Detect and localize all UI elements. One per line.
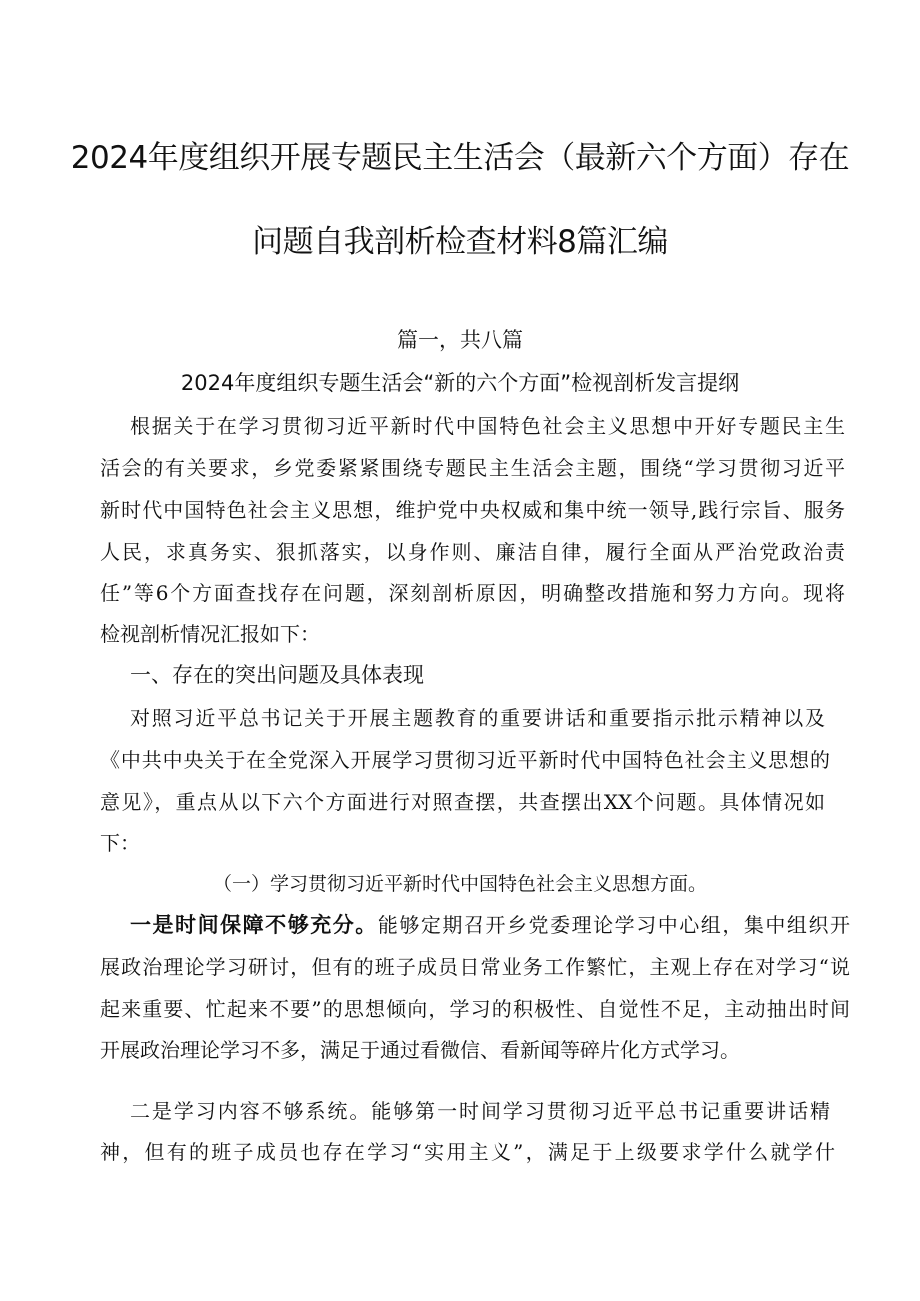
point-line: 起来重要、忙起来不要”的思想倾向，学习的积极性、自觉性不足，主动抽出时间 [100,997,850,1021]
document-title-line-2: 问题自我剖析检查材料8篇汇编 [252,224,668,260]
subsection-heading: （一）学习贯彻习近平新时代中国特色社会主义思想方面。 [212,873,707,895]
point-line: 二是学习内容不够系统。能够第一时间学习贯彻习近平总书记重要讲话精 [130,1099,830,1123]
point-line: 开展政治理论学习不多，满足于通过看微信、看新闻等碎片化方式学习。 [100,1038,740,1062]
section-line: 对照习近平总书记关于开展主题教育的重要讲话和重要指示批示精神以及 [130,706,825,730]
point-text: 能够定期召开乡党委理论学习中心组，集中组织开 [377,913,850,937]
section-line: 意见》，重点从以下六个方面进行对照查摆，共查摆出XX个问题。具体情况如 [100,790,825,814]
intro-line: 检视剖析情况汇报如下： [100,622,320,646]
point-line: 神，但有的班子成员也存在学习“实用主义”，满足于上级要求学什么就学什 [100,1140,835,1164]
point-line [130,911,850,939]
part-heading: 篇一，共八篇 [397,328,523,352]
section-line: 《中共中央关于在全党深入开展学习贯彻习近平新时代中国特色社会主义思想的 [100,748,830,772]
section-line: 下： [100,831,140,855]
document-title-line-1: 2024年度组织开展专题民主生活会（最新六个方面）存在 [70,140,850,176]
point-line: 展政治理论学习研讨，但有的班子成员日常业务工作繁忙，主观上存在对学习“说 [100,955,850,979]
intro-line: 人民，求真务实、狠抓落实，以身作则、廉洁自律，履行全面从严治党政治责 [100,540,845,564]
section-heading: 一、存在的突出问题及具体表现 [130,663,424,687]
point-lead: 一是时间保障不够充分。 [130,913,378,937]
intro-line: 活会的有关要求，乡党委紧紧围绕专题民主生活会主题，围绕“学习贯彻习近平 [100,456,845,480]
intro-line: 根据关于在学习贯彻习近平新时代中国特色社会主义思想中开好专题民主生 [130,414,845,438]
intro-line: 任”等6个方面查找存在问题，深刻剖析原因，明确整改措施和努力方向。现将 [100,581,845,605]
intro-line: 新时代中国特色社会主义思想，维护党中央权威和集中统一领导,践行宗旨、服务 [100,498,845,522]
speech-subtitle: 2024年度组织专题生活会“新的六个方面”检视剖析发言提纲 [180,371,740,395]
